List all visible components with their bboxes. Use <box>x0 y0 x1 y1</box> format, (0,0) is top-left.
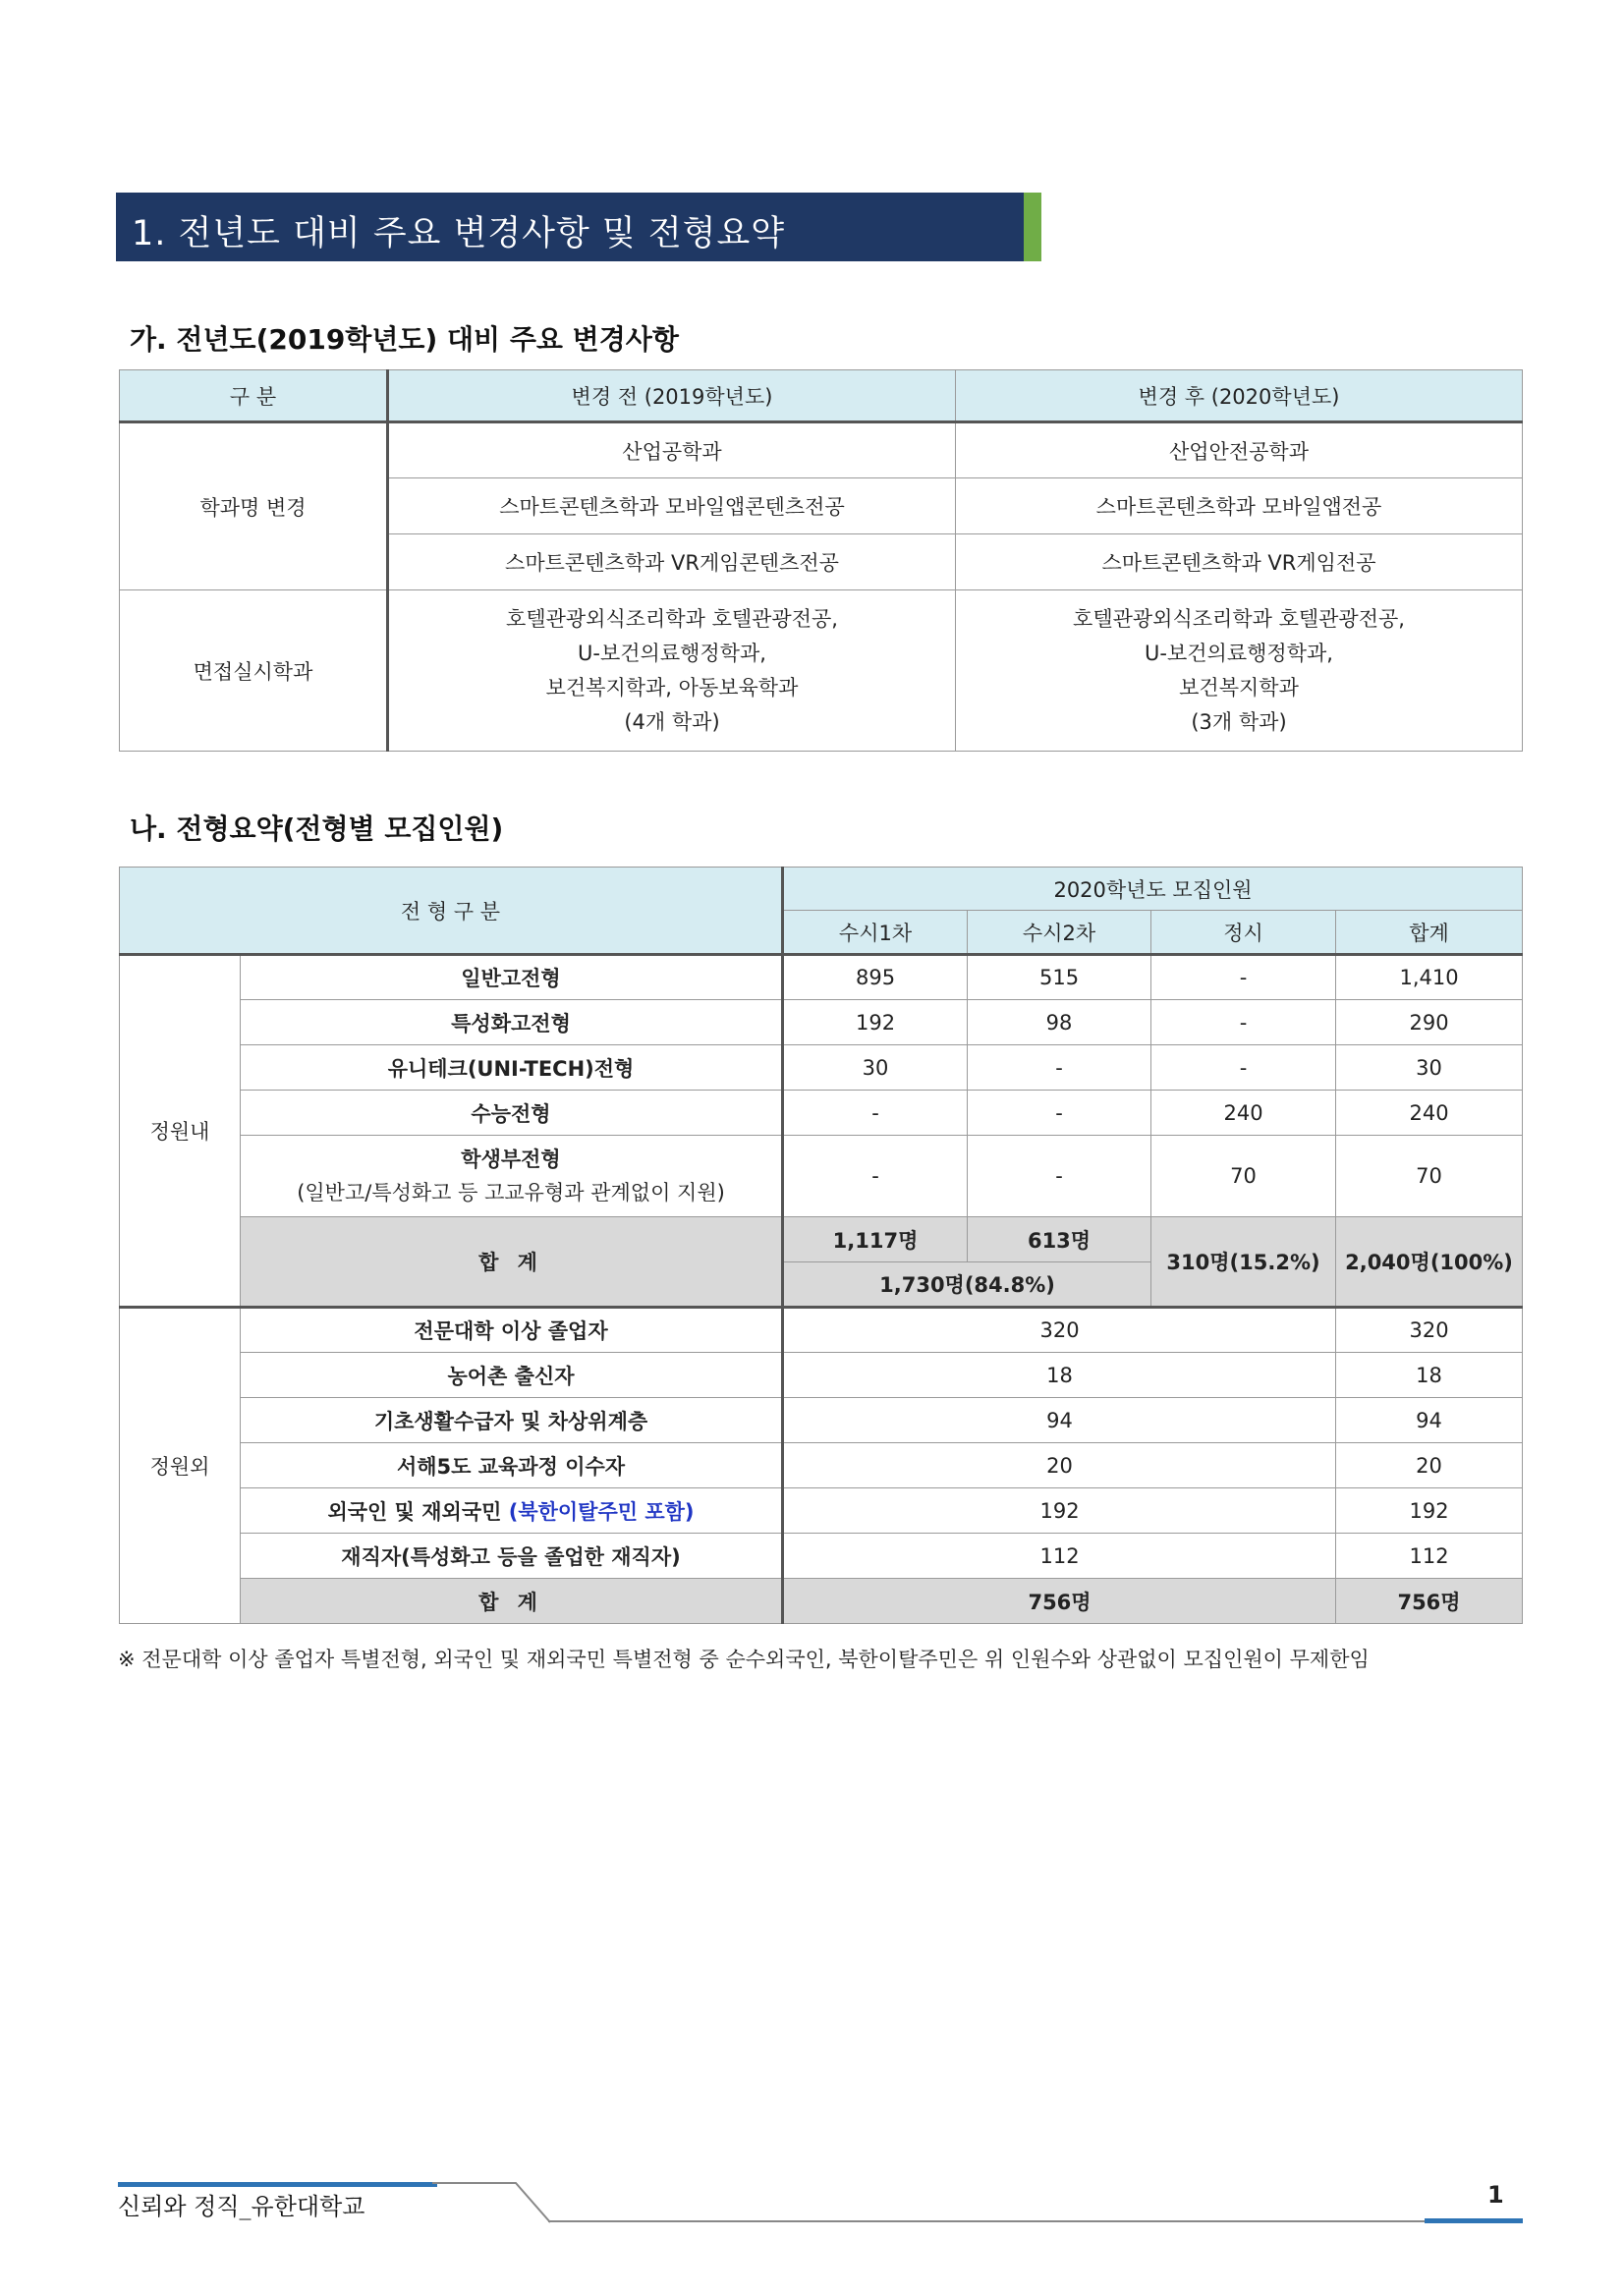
total-susi1: 1,117명 <box>783 1217 968 1262</box>
value-cell: 112 <box>783 1534 1336 1579</box>
col-susi1: 수시1차 <box>783 911 968 955</box>
section-a-heading: 가. 전년도(2019학년도) 대비 주요 변경사항 <box>130 323 679 356</box>
type-name: 서해5도 교육과정 이수자 <box>241 1443 783 1488</box>
table-row <box>120 422 1523 478</box>
total-susi2: 613명 <box>968 1217 1151 1262</box>
total-label: 합 계 <box>241 1217 783 1308</box>
value-cell: - <box>968 1136 1151 1217</box>
type-name-main: 학생부전형 <box>461 1148 561 1171</box>
page-number: 1 <box>1487 2181 1504 2209</box>
group-dept-rename: 학과명 변경 <box>120 422 388 590</box>
value-cell: 94 <box>1336 1398 1523 1443</box>
value-cell: 1,410 <box>1336 955 1523 1000</box>
value-cell: 192 <box>783 1000 968 1045</box>
interview-before-cell <box>388 590 956 752</box>
total-susi: 1,730명(84.8%) <box>783 1262 1151 1308</box>
col-jungsi: 정시 <box>1151 911 1336 955</box>
footnote: ※ 전문대학 이상 졸업자 특별전형, 외국인 및 재외국민 특별전형 중 순수외국인, 북한이탈주민은 위 인원수와 상관없이 모집인원이 무제한임 <box>118 1648 1370 1671</box>
line: 호텔관광외식조리학과 호텔관광전공, <box>1073 606 1405 631</box>
after-cell: 산업안전공학과 <box>956 422 1523 478</box>
table-row <box>120 1136 1523 1217</box>
type-name: 기초생활수급자 및 차상위계층 <box>241 1398 783 1443</box>
value-cell: 192 <box>1336 1488 1523 1534</box>
table-row <box>120 590 1523 752</box>
total-sum: 756명 <box>1336 1579 1523 1624</box>
line: 보건복지학과 <box>1179 675 1299 700</box>
col-susi2: 수시2차 <box>968 911 1151 955</box>
page-title: 1. 전년도 대비 주요 변경사항 및 전형요약 <box>132 214 786 253</box>
footer-accent-bar-right <box>1425 2218 1523 2223</box>
value-cell: - <box>1151 955 1336 1000</box>
type-name: 농어촌 출신자 <box>241 1353 783 1398</box>
section-b-heading: 나. 전형요약(전형별 모집인원) <box>130 812 504 845</box>
type-name: 특성화고전형 <box>241 1000 783 1045</box>
value-cell: 240 <box>1151 1091 1336 1136</box>
value-cell: 70 <box>1336 1136 1523 1217</box>
group-interview: 면접실시학과 <box>120 590 388 752</box>
value-cell: - <box>1151 1045 1336 1091</box>
changes-table <box>119 369 1523 752</box>
after-cell: 스마트콘텐츠학과 모바일앱전공 <box>956 478 1523 534</box>
group-in-quota: 정원내 <box>120 955 241 1308</box>
type-name: 재직자(특성화고 등을 졸업한 재직자) <box>241 1534 783 1579</box>
total-row <box>120 1217 1523 1262</box>
type-name: 전문대학 이상 졸업자 <box>241 1308 783 1353</box>
value-cell: - <box>968 1091 1151 1136</box>
header-category: 구 분 <box>120 370 388 422</box>
type-name: 유니테크(UNI-TECH)전형 <box>241 1045 783 1091</box>
table-row <box>120 1000 1523 1045</box>
type-name: 일반고전형 <box>241 955 783 1000</box>
value-cell: 192 <box>783 1488 1336 1534</box>
before-cell: 산업공학과 <box>388 422 956 478</box>
col-total: 합계 <box>1336 911 1523 955</box>
header-type: 전 형 구 분 <box>120 868 783 955</box>
type-name: 수능전형 <box>241 1091 783 1136</box>
total-sum: 2,040명(100%) <box>1336 1217 1523 1308</box>
value-cell: 320 <box>1336 1308 1523 1353</box>
table-row <box>120 1398 1523 1443</box>
total-value: 756명 <box>783 1579 1336 1624</box>
value-cell: 30 <box>1336 1045 1523 1091</box>
type-name-main: 외국인 및 재외국민 <box>327 1499 502 1524</box>
line: 보건복지학과, 아동보육학과 <box>545 675 799 700</box>
group-out-quota: 정원외 <box>120 1308 241 1624</box>
value-cell: 240 <box>1336 1091 1523 1136</box>
header-after: 변경 후 (2020학년도) <box>956 370 1523 422</box>
section-title-bar <box>116 193 1041 261</box>
after-cell: 스마트콘텐츠학과 VR게임전공 <box>956 534 1523 590</box>
table-row <box>120 955 1523 1000</box>
before-cell: 스마트콘텐츠학과 VR게임콘텐츠전공 <box>388 534 956 590</box>
total-row <box>120 1579 1523 1624</box>
quota-header-row <box>120 868 1523 911</box>
type-name-sub: (일반고/특성화고 등 고교유형과 관계없이 지원) <box>297 1181 725 1204</box>
changes-header-row <box>120 370 1523 422</box>
value-cell: 94 <box>783 1398 1336 1443</box>
line: (4개 학과) <box>624 709 720 734</box>
header-before: 변경 전 (2019학년도) <box>388 370 956 422</box>
line: U-보건의료행정학과, <box>1145 641 1333 665</box>
type-name <box>241 1488 783 1534</box>
value-cell: 515 <box>968 955 1151 1000</box>
quota-table <box>119 867 1523 1624</box>
footer-text: 신뢰와 정직_유한대학교 <box>118 2193 365 2220</box>
value-cell: - <box>968 1045 1151 1091</box>
table-row <box>120 1353 1523 1398</box>
value-cell: 18 <box>783 1353 1336 1398</box>
value-cell: 70 <box>1151 1136 1336 1217</box>
footer-divider-icon <box>432 2181 550 2225</box>
total-label: 합 계 <box>241 1579 783 1624</box>
value-cell: 18 <box>1336 1353 1523 1398</box>
value-cell: - <box>1151 1000 1336 1045</box>
interview-after-cell <box>956 590 1523 752</box>
table-row <box>120 1045 1523 1091</box>
value-cell: - <box>783 1091 968 1136</box>
value-cell: 290 <box>1336 1000 1523 1045</box>
table-row <box>120 1488 1523 1534</box>
before-cell: 스마트콘텐츠학과 모바일앱콘텐츠전공 <box>388 478 956 534</box>
value-cell: 20 <box>783 1443 1336 1488</box>
value-cell: 320 <box>783 1308 1336 1353</box>
table-row <box>120 1534 1523 1579</box>
line: 호텔관광외식조리학과 호텔관광전공, <box>506 606 838 631</box>
total-jungsi: 310명(15.2%) <box>1151 1217 1336 1308</box>
value-cell: 20 <box>1336 1443 1523 1488</box>
value-cell: 30 <box>783 1045 968 1091</box>
value-cell: - <box>783 1136 968 1217</box>
type-name <box>241 1136 783 1217</box>
value-cell: 895 <box>783 955 968 1000</box>
value-cell: 98 <box>968 1000 1151 1045</box>
value-cell: 112 <box>1336 1534 1523 1579</box>
line: (3개 학과) <box>1191 709 1287 734</box>
footer-line <box>548 2220 1523 2222</box>
line: U-보건의료행정학과, <box>578 641 766 665</box>
header-year: 2020학년도 모집인원 <box>783 868 1523 911</box>
table-row <box>120 1308 1523 1353</box>
table-row <box>120 1443 1523 1488</box>
type-name-note: (북한이탈주민 포함) <box>508 1499 695 1524</box>
table-row <box>120 1091 1523 1136</box>
